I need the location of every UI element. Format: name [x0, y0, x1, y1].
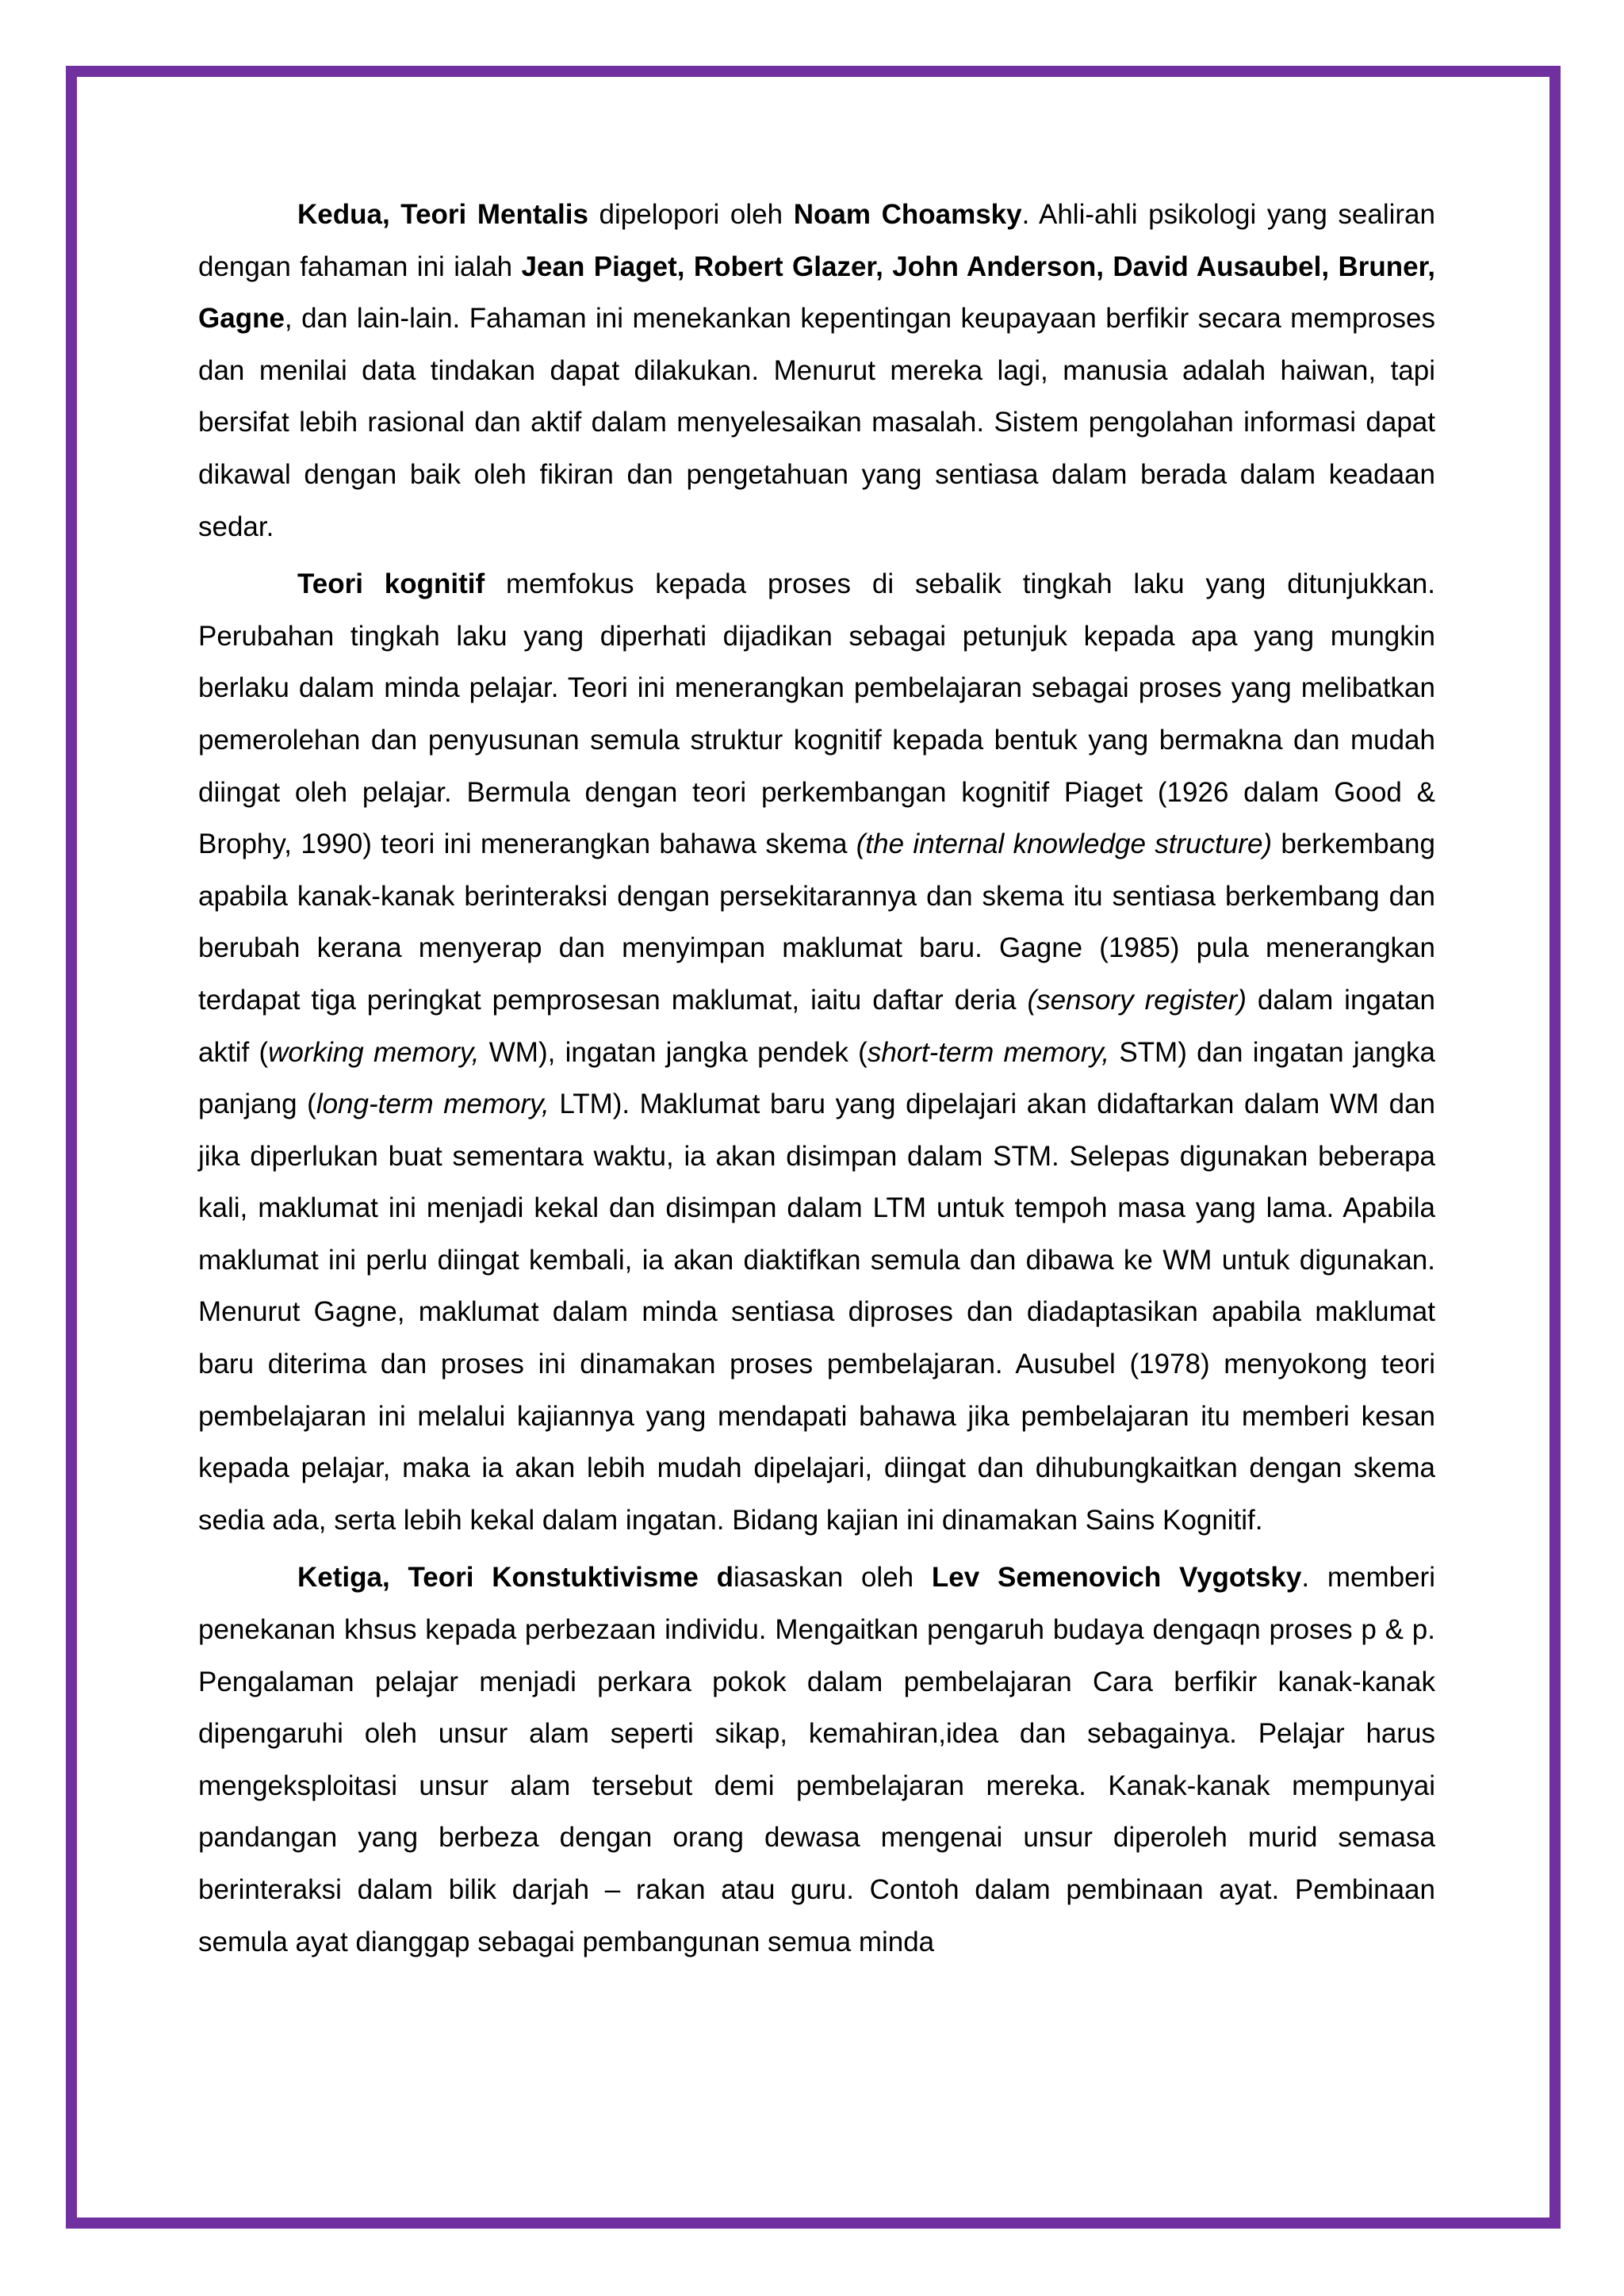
- bold-text-run: Ketiga, Teori Konstuktivisme d: [297, 1562, 734, 1594]
- paragraph-teori-mentalis: [198, 189, 1435, 553]
- text-run: . memberi penekanan khsus kepada perbezaan individu. Mengaitkan pengaruh budaya dengaqn proses p & p. Pengalaman pelajar menjadi perkara pokok dalam pembelajaran Cara berfikir kanak-kanak dipengaruhi oleh unsur alam seperti sikap, kemahiran,idea dan sebagainya. Pelajar harus mengeksploitasi unsur alam tersebut demi pembelajaran mereka. Kanak-kanak mempunyai pandangan yang berbeza dengan orang dewasa mengenai unsur diperoleh murid semasa berinteraksi dalam bilik darjah – rakan atau guru. Contoh dalam pembinaan ayat. Pembinaan semula ayat dianggap sebagai pembangunan semua minda: [198, 1562, 1435, 1957]
- bold-text-run: Jean Piaget, Robert Glazer, John Anderson, David Ausaubel, Bruner, Gagne: [198, 251, 1435, 335]
- bold-text-run: Teori kognitif: [297, 568, 485, 600]
- text-run: dalam ingatan aktif (: [198, 984, 1435, 1068]
- bold-text-run: Lev Semenovich Vygotsky: [931, 1562, 1302, 1594]
- bold-text-run: Kedua, Teori Mentalis: [297, 199, 588, 230]
- text-run: . Ahli-ahli psikologi yang sealiran dengan fahaman ini ialah: [198, 199, 1435, 282]
- text-run: berkembang apabila kanak-kanak berinteraksi dengan persekitarannya dan skema itu sentiasa berkembang dan berubah kerana menyerap dan menyimpan maklumat baru. Gagne (1985) pula menerangkan terdapat tiga peringkat pemprosesan maklumat, iaitu daftar deria: [198, 828, 1435, 1016]
- text-run: memfokus kepada proses di sebalik tingkah laku yang ditunjukkan. Perubahan tingkah laku yang diperhati dijadikan sebagai petunjuk kepada apa yang mungkin berlaku dalam minda pelajar. Teori ini menerangkan pembelajaran sebagai proses yang melibatkan pemerolehan dan penyusunan semula struktur kognitif kepada bentuk yang bermakna dan mudah diingat oleh pelajar. Bermula dengan teori perkembangan kognitif Piaget (1926 dalam Good & Brophy, 1990) teori ini menerangkan bahawa skema: [198, 568, 1435, 860]
- document-body: [198, 189, 1435, 1973]
- italic-text-run: long-term memory,: [316, 1089, 550, 1120]
- text-run: LTM). Maklumat baru yang dipelajari akan didaftarkan dalam WM dan jika diperlukan buat sementara waktu, ia akan disimpan dalam STM. Selepas digunakan beberapa kali, maklumat ini menjadi kekal dan disimpan dalam LTM untuk tempoh masa yang lama. Apabila maklumat ini perlu diingat kembali, ia akan diaktifkan semula dan dibawa ke WM untuk digunakan. Menurut Gagne, maklumat dalam minda sentiasa diproses dan diadaptasikan apabila maklumat baru diterima dan proses ini dinamakan proses pembelajaran. Ausubel (1978) menyokong teori pembelajaran ini melalui kajiannya yang mendapati bahawa jika pembelajaran itu memberi kesan kepada pelajar, maka ia akan lebih mudah dipelajari, diingat dan dihubungkaitkan dengan skema sedia ada, serta lebih kekal dalam ingatan. Bidang kajian ini dinamakan Sains Kognitif.: [198, 1089, 1436, 1536]
- italic-text-run: (sensory register): [1027, 984, 1247, 1016]
- text-run: iasaskan oleh: [733, 1562, 932, 1594]
- bold-text-run: Noam Choamsky: [793, 199, 1022, 230]
- text-run: dipelopori oleh: [588, 199, 794, 230]
- italic-text-run: working memory,: [268, 1036, 480, 1068]
- paragraph-teori-kognitif: [198, 558, 1435, 1546]
- text-run: STM) dan ingatan jangka panjang (: [198, 1036, 1435, 1120]
- text-run: , dan lain-lain. Fahaman ini menekankan kepentingan keupayaan berfikir secara memproses dan menilai data tindakan dapat dilakukan. Menurut mereka lagi, manusia adalah haiwan, tapi bersifat lebih rasional dan aktif dalam menyelesaikan masalah. Sistem pengolahan informasi dapat dikawal dengan baik oleh fikiran dan pengetahuan yang sentiasa dalam berada dalam keadaan sedar.: [198, 303, 1435, 542]
- paragraph-teori-konstruktivisme: [198, 1552, 1435, 1968]
- text-run: WM), ingatan jangka pendek (: [479, 1036, 868, 1068]
- italic-text-run: short-term memory,: [867, 1036, 1110, 1068]
- italic-text-run: (the internal knowledge structure): [856, 828, 1273, 860]
